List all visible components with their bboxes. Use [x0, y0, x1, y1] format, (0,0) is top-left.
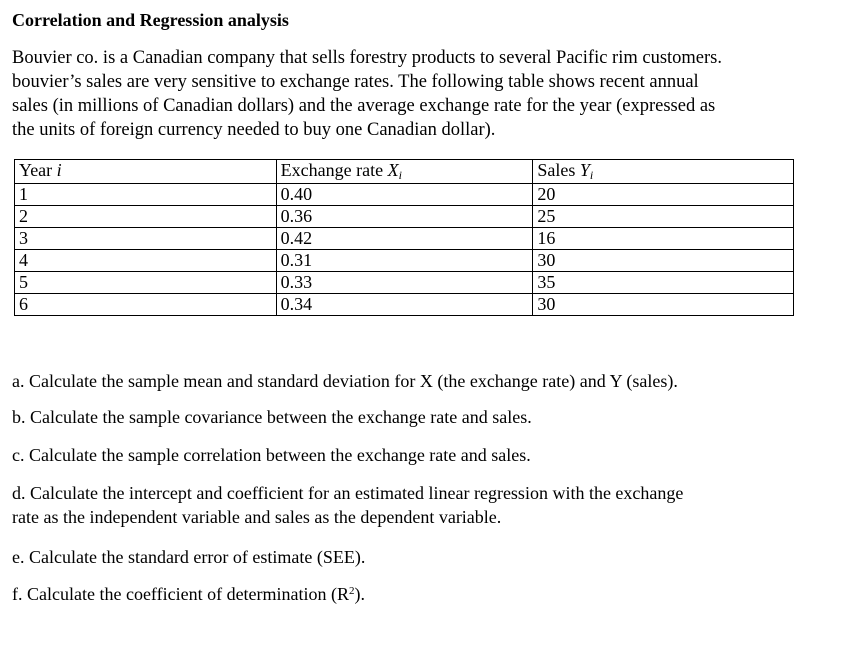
question-b: b. Calculate the sample covariance between the exchange rate and sales. — [12, 407, 532, 427]
intro-line: the units of foreign currency needed to buy one Canadian dollar). — [12, 120, 496, 140]
header-sales: Sales $Y_i$ — [533, 160, 794, 184]
question-d — [12, 481, 683, 529]
question-c: c. Calculate the sample correlation between the exchange rate and sales. — [12, 445, 531, 465]
cell-year: 1 — [15, 184, 277, 206]
cell-exchange-rate: 0.33 — [276, 272, 533, 294]
cell-exchange-rate: 0.40 — [276, 184, 533, 206]
cell-sales: 20 — [533, 184, 794, 206]
cell-year: 3 — [15, 228, 277, 250]
cell-year: 5 — [15, 272, 277, 294]
cell-year: 6 — [15, 294, 277, 316]
question-e: e. Calculate the standard error of estimate (SEE). — [12, 547, 366, 567]
table-row — [15, 228, 794, 250]
page-title: Correlation and Regression analysis — [12, 10, 289, 30]
cell-exchange-rate: 0.34 — [276, 294, 533, 316]
question-f: f. Calculate the coefficient of determination $(R^2)$. — [12, 584, 366, 604]
table-row — [15, 206, 794, 228]
table-row — [15, 272, 794, 294]
cell-exchange-rate: 0.42 — [276, 228, 533, 250]
cell-sales: 35 — [533, 272, 794, 294]
header-year: Year i — [15, 160, 277, 184]
intro-line: sales (in millions of Canadian dollars) and the average exchange rate for the year (expressed as — [12, 96, 716, 116]
question-d-line: d. Calculate the intercept and coefficient for an estimated linear regression with the exchange — [12, 483, 684, 503]
cell-sales: 16 — [533, 228, 794, 250]
cell-year: 4 — [15, 250, 277, 272]
table-row — [15, 184, 794, 206]
cell-year: 2 — [15, 206, 277, 228]
intro-paragraph — [12, 46, 812, 142]
cell-exchange-rate: 0.31 — [276, 250, 533, 272]
cell-sales: 30 — [533, 250, 794, 272]
question-a: a. Calculate the sample mean and standard deviation for X (the exchange rate) and Y (sales). — [12, 371, 678, 391]
table-row — [15, 294, 794, 316]
table-row — [15, 250, 794, 272]
cell-sales: 30 — [533, 294, 794, 316]
cell-exchange-rate: 0.36 — [276, 206, 533, 228]
header-exchange-rate: Exchange rate $X_i$ — [276, 160, 533, 184]
intro-line: Bouvier co. is a Canadian company that sells forestry products to several Pacific rim customers. — [12, 48, 723, 68]
cell-sales: 25 — [533, 206, 794, 228]
table-header-row — [15, 160, 794, 184]
question-d-line: rate as the independent variable and sales as the dependent variable. — [12, 507, 502, 527]
intro-line: bouvier’s sales are very sensitive to exchange rates. The following table shows recent annual — [12, 72, 699, 92]
data-table — [14, 159, 794, 316]
